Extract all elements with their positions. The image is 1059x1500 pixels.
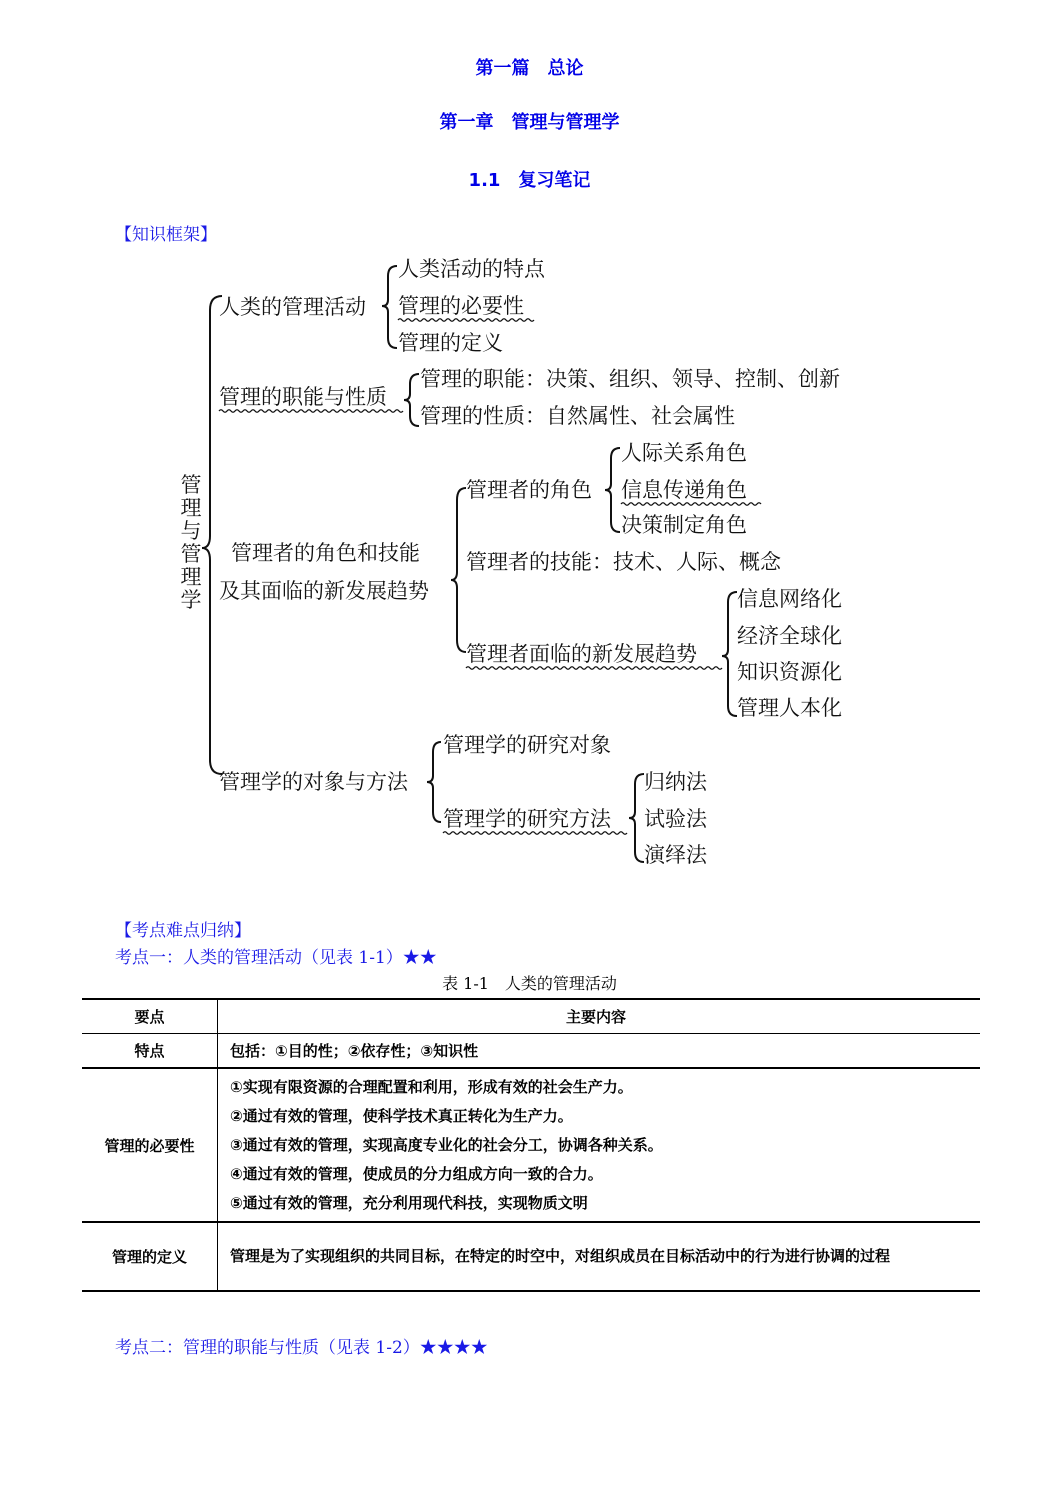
research-object: 管理学的研究对象 <box>443 733 611 757</box>
trend-1: 信息网络化 <box>737 587 842 611</box>
framework-label: 【知识框架】 <box>115 225 217 245</box>
role-3: 决策制定角色 <box>621 513 747 537</box>
wavy-underline <box>443 832 627 835</box>
table-header-row <box>82 999 980 1034</box>
table-row <box>82 1034 980 1069</box>
b2-item-1: 管理的职能：决策、组织、领导、控制、创新 <box>420 367 840 391</box>
b1-item-1: 人类活动的特点 <box>398 257 545 281</box>
bracket-b3 <box>451 488 466 652</box>
bracket-trends <box>722 592 737 716</box>
keypoint-2-heading: 考点二：管理的职能与性质（见表 1-2）★★★★ <box>115 1338 488 1358</box>
wavy-underline <box>398 319 534 322</box>
row-content <box>218 1068 981 1222</box>
b1-item-3: 管理的定义 <box>398 331 503 355</box>
row-key: 特点 <box>82 1034 218 1069</box>
keypoint-1-heading: 考点一：人类的管理活动（见表 1-1）★★ <box>115 948 437 968</box>
management-activity-table <box>82 998 980 1292</box>
trends-label: 管理者面临的新发展趋势 <box>466 642 697 666</box>
trend-4: 管理人本化 <box>737 696 842 720</box>
b2-item-2: 管理的性质：自然属性、社会属性 <box>420 404 735 428</box>
b1-item-2: 管理的必要性 <box>398 294 524 318</box>
bracket-b4 <box>427 742 441 822</box>
section-title: 1.1 复习笔记 <box>468 170 591 191</box>
table-row <box>82 1222 980 1291</box>
bracket-roles <box>605 448 620 532</box>
row-content: 包括：①目的性；②依存性；③知识性 <box>218 1034 981 1069</box>
header-key: 要点 <box>82 999 218 1034</box>
branch-human-management: 人类的管理活动 <box>219 295 366 319</box>
row-content: 管理是为了实现组织的共同目标，在特定的时空中，对组织成员在目标活动中的行为进行协调的过程 <box>218 1222 981 1291</box>
mindmap-root <box>181 473 202 612</box>
bracket-methods <box>629 774 644 862</box>
trend-3: 知识资源化 <box>737 660 842 684</box>
trend-2: 经济全球化 <box>737 624 842 648</box>
roles-label: 管理者的角色 <box>466 478 592 502</box>
role-2: 信息传递角色 <box>621 478 747 502</box>
keypoints-label: 【考点难点归纳】 <box>115 921 251 941</box>
method-2: 试验法 <box>644 807 707 831</box>
point-5: ⑤通过有效的管理，充分利用现代科技，实现物质文明 <box>230 1193 588 1212</box>
branch-roles-skills-line2: 及其面临的新发展趋势 <box>219 579 429 603</box>
skills: 管理者的技能：技术、人际、概念 <box>466 550 781 574</box>
bracket-b1 <box>382 266 397 348</box>
chapter-title: 第一章 管理与管理学 <box>439 112 620 133</box>
method-1: 归纳法 <box>644 770 707 794</box>
point-4: ④通过有效的管理，使成员的分力组成方向一致的合力。 <box>230 1164 603 1183</box>
methods-label: 管理学的研究方法 <box>443 807 611 831</box>
bracket-b2 <box>404 374 419 426</box>
root-label: 管理与管理学 <box>180 473 202 612</box>
point-3: ③通过有效的管理，实现高度专业化的社会分工，协调各种关系。 <box>230 1135 663 1154</box>
branch-object-method: 管理学的对象与方法 <box>219 770 408 794</box>
row-key: 管理的定义 <box>82 1222 218 1291</box>
table-row <box>82 1068 980 1222</box>
method-3: 演绎法 <box>644 843 707 867</box>
wavy-underline <box>219 410 403 413</box>
table-caption: 表 1-1 人类的管理活动 <box>442 974 617 993</box>
wavy-underline <box>466 667 722 670</box>
point-2: ②通过有效的管理，使科学技术真正转化为生产力。 <box>230 1106 573 1125</box>
branch-functions-nature: 管理的职能与性质 <box>219 385 387 409</box>
role-1: 人际关系角色 <box>621 441 747 465</box>
wavy-underline <box>621 503 761 506</box>
part-title: 第一篇 总论 <box>475 58 584 79</box>
branch-roles-skills-line1: 管理者的角色和技能 <box>231 541 420 565</box>
point-1: ①实现有限资源的合理配置和利用，形成有效的社会生产力。 <box>230 1077 633 1096</box>
root-bracket <box>202 296 222 774</box>
header-content: 主要内容 <box>218 999 981 1034</box>
row-key: 管理的必要性 <box>82 1068 218 1222</box>
